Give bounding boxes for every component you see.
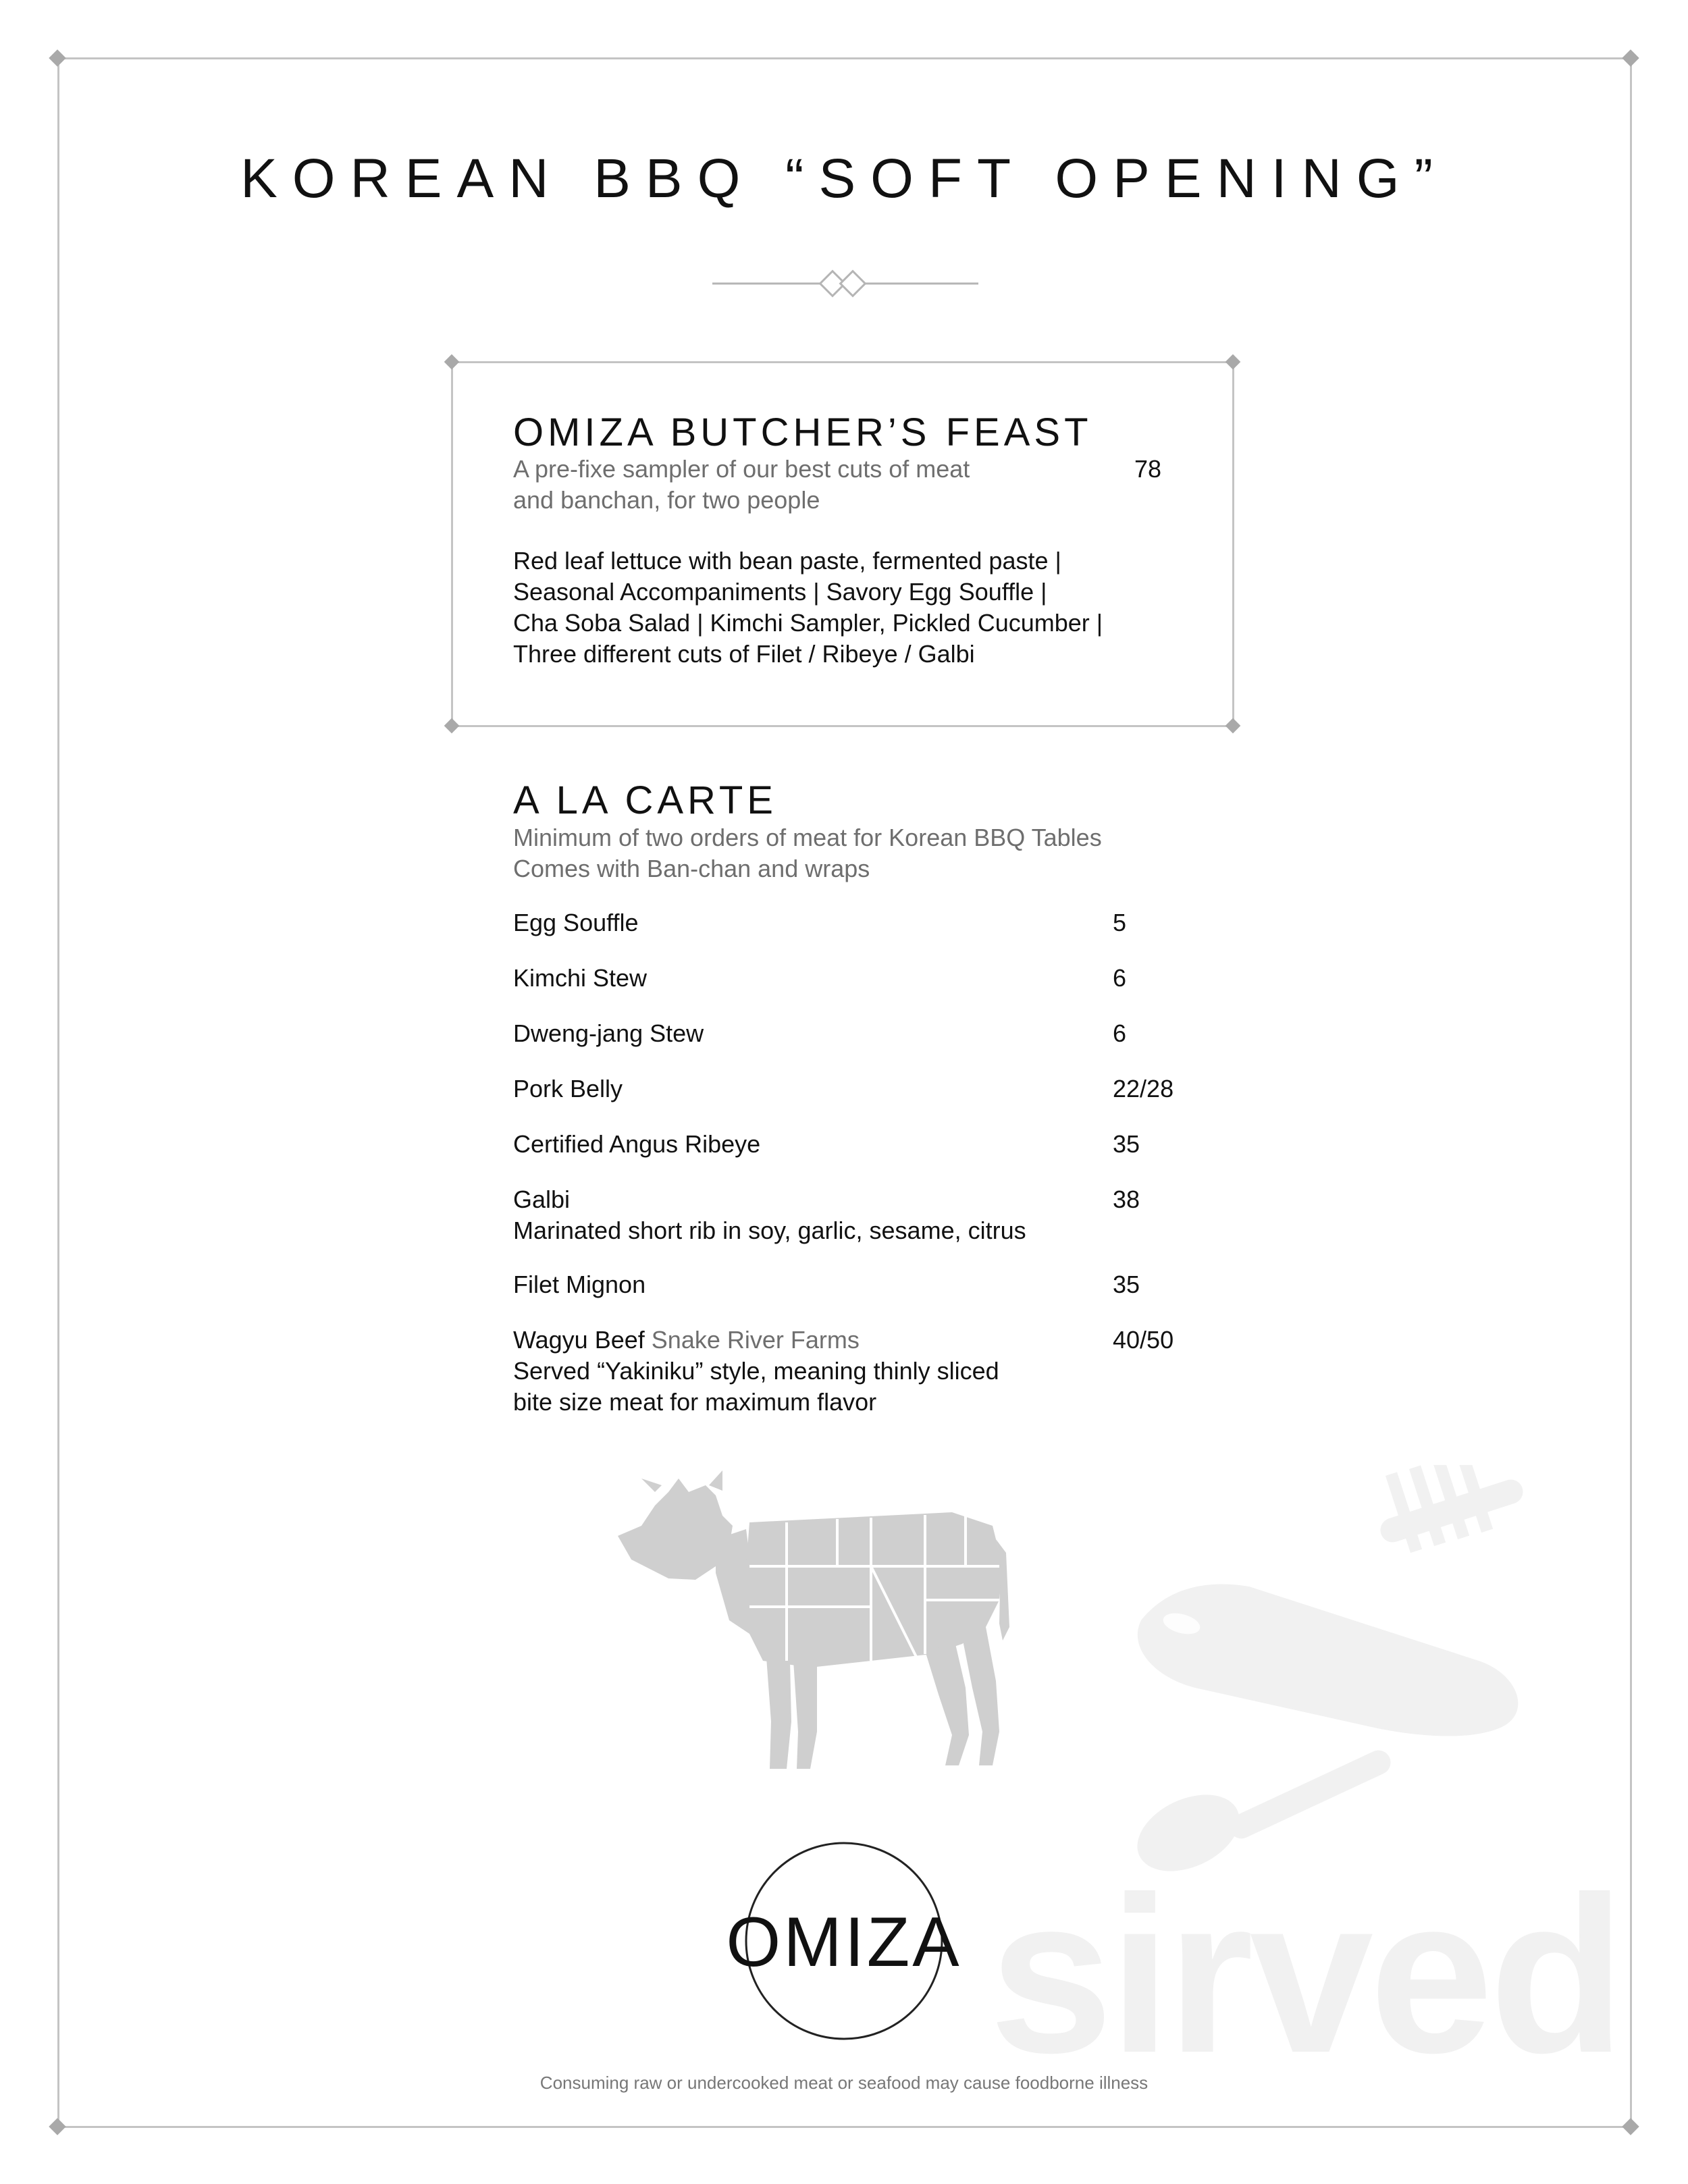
- menu-item-price: 6: [1113, 964, 1127, 992]
- menu-item-name: Dweng-jang Stew: [513, 1019, 704, 1047]
- menu-item-source: Snake River Farms: [651, 1326, 860, 1354]
- menu-item-name: Pork Belly: [513, 1075, 623, 1102]
- feast-box-corner-diamond: [444, 718, 460, 734]
- ornament-icon: [712, 267, 978, 300]
- feast-box-right: [1232, 361, 1234, 727]
- menu-item-description: Served “Yakiniku” style, meaning thinly sliced: [513, 1357, 999, 1385]
- feast-course-line: Seasonal Accompaniments | Savory Egg Souffle |: [513, 578, 1047, 606]
- frame-corner-diamond: [49, 49, 65, 66]
- feast-title: OMIZA BUTCHER’S FEAST: [513, 410, 1092, 454]
- menu-item-description: Marinated short rib in soy, garlic, sesame, citrus: [513, 1217, 1026, 1244]
- frame-bottom: [57, 2126, 1632, 2128]
- menu-item-price: 5: [1113, 909, 1127, 936]
- frame-right: [1630, 57, 1632, 2128]
- menu-item-name: Wagyu Beef: [513, 1326, 645, 1354]
- logo-text: OMIZA: [726, 1903, 962, 1981]
- feast-description-line: and banchan, for two people: [513, 486, 820, 514]
- menu-item-price: 38: [1113, 1186, 1140, 1213]
- feast-course-line: Red leaf lettuce with bean paste, fermented paste |: [513, 547, 1061, 575]
- menu-item-price: 22/28: [1113, 1075, 1174, 1102]
- frame-top: [57, 57, 1632, 59]
- feast-description-line: A pre-fixe sampler of our best cuts of meat: [513, 455, 970, 483]
- frame-corner-diamond: [49, 2118, 65, 2135]
- feast-box-corner-diamond: [444, 354, 460, 370]
- feast-course-line: Cha Soba Salad | Kimchi Sampler, Pickled Cucumber |: [513, 609, 1103, 637]
- a-la-carte-note: Minimum of two orders of meat for Korean BBQ Tables: [513, 824, 1102, 851]
- menu-item-name: Egg Souffle: [513, 909, 639, 936]
- menu-item-description: bite size meat for maximum flavor: [513, 1388, 877, 1416]
- menu-item-name: Certified Angus Ribeye: [513, 1130, 761, 1158]
- menu-item-name: Galbi: [513, 1186, 571, 1213]
- watermark-text: sirved: [989, 1850, 1622, 2099]
- frame-left: [57, 57, 59, 2128]
- menu-item-price: 35: [1113, 1130, 1140, 1158]
- menu-item-name: Filet Mignon: [513, 1271, 646, 1298]
- feast-box-left: [451, 361, 453, 727]
- menu-item-price: 6: [1113, 1019, 1127, 1047]
- menu-item-price: 35: [1113, 1271, 1140, 1298]
- feast-box-bottom: [451, 725, 1234, 727]
- frame-corner-diamond: [1622, 2118, 1639, 2135]
- cow-cuts-icon: [614, 1465, 1013, 1776]
- menu-item-price: 40/50: [1113, 1326, 1174, 1354]
- menu-item-name: Kimchi Stew: [513, 964, 648, 992]
- frame-corner-diamond: [1622, 49, 1639, 66]
- feast-course-line: Three different cuts of Filet / Ribeye / Galbi: [513, 640, 975, 668]
- footer-disclaimer: Consuming raw or undercooked meat or seafood may cause foodborne illness: [539, 2073, 1149, 2093]
- a-la-carte-note: Comes with Ban-chan and wraps: [513, 855, 870, 882]
- feast-box-corner-diamond: [1225, 354, 1241, 370]
- feast-box-corner-diamond: [1225, 718, 1241, 734]
- page-title: KOREAN BBQ “SOFT OPENING”: [240, 148, 1448, 209]
- a-la-carte-title: A LA CARTE: [513, 778, 777, 822]
- fork-spoon-icon: [1114, 1465, 1546, 1904]
- feast-price: 78: [1134, 455, 1162, 483]
- feast-box-top: [451, 361, 1234, 363]
- menu-item-name-row: [513, 1325, 860, 1356]
